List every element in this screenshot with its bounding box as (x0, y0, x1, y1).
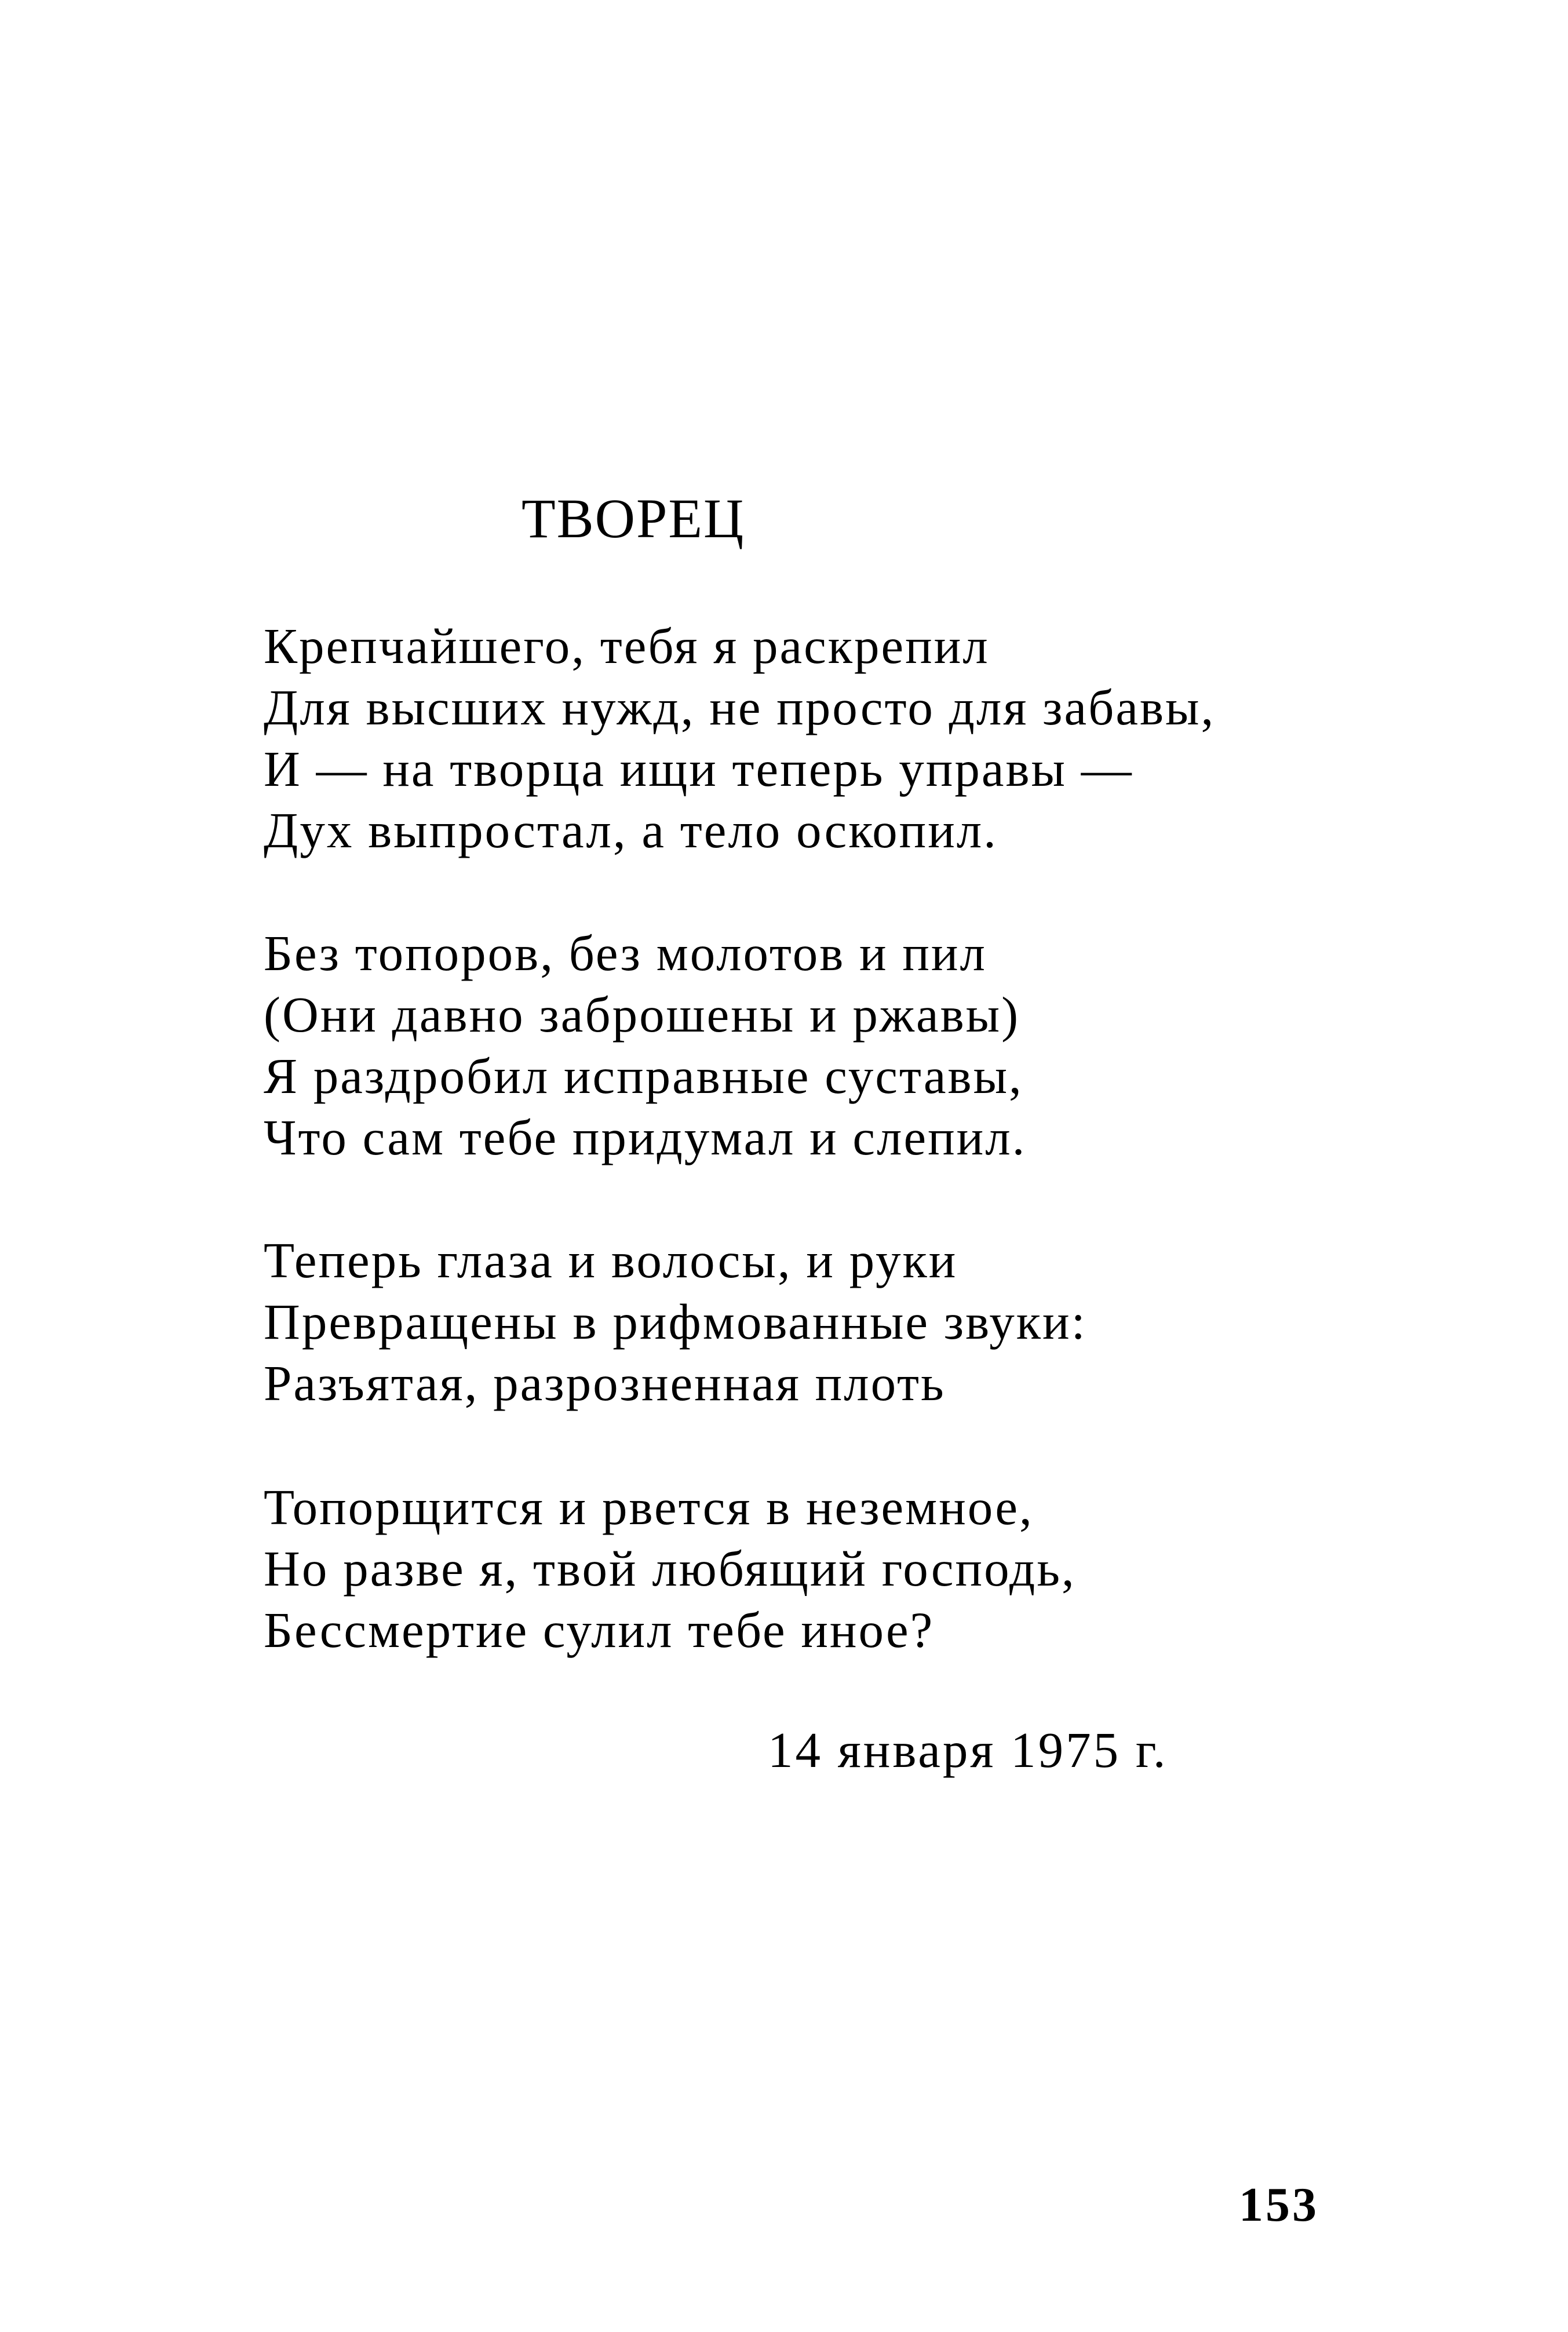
poem-line: Превращены в рифмованные звуки: (264, 1293, 1087, 1350)
stanza-1 (264, 615, 1215, 861)
poem-line: Крепчайшего, тебя я раскрепил (264, 618, 990, 674)
poem-line: (Они давно заброшены и ржавы) (264, 986, 1020, 1043)
stanza-2 (264, 923, 1026, 1168)
stanza-4 (264, 1477, 1076, 1661)
poem-line: Я раздробил исправные суставы, (264, 1048, 1023, 1104)
poem-line: Что сам тебе придумал и слепил. (264, 1109, 1027, 1165)
poem-line: Для высших нужд, не просто для забавы, (264, 679, 1216, 735)
poem-date: 14 января 1975 г. (768, 1722, 1168, 1778)
poem-line: Топорщится и рвется в неземное, (264, 1479, 1034, 1535)
poem-line: Разъятая, разрозненная плоть (264, 1355, 946, 1411)
poem-line: Теперь глаза и волосы, и руки (264, 1232, 958, 1288)
poem-line: Бессмертие сулил тебе иное? (264, 1602, 935, 1658)
stanza-3 (264, 1230, 1087, 1414)
poem-line: Без топоров, без молотов и пил (264, 925, 987, 981)
poem-line: Но разве я, твой любящий господь, (264, 1540, 1076, 1597)
page-number: 153 (1239, 2178, 1319, 2232)
poem-line: Дух выпростал, а тело оскопил. (264, 802, 998, 858)
poem-line: И — на творца ищи теперь управы — (264, 741, 1133, 797)
poem-title: ТВОРЕЦ (522, 487, 745, 549)
